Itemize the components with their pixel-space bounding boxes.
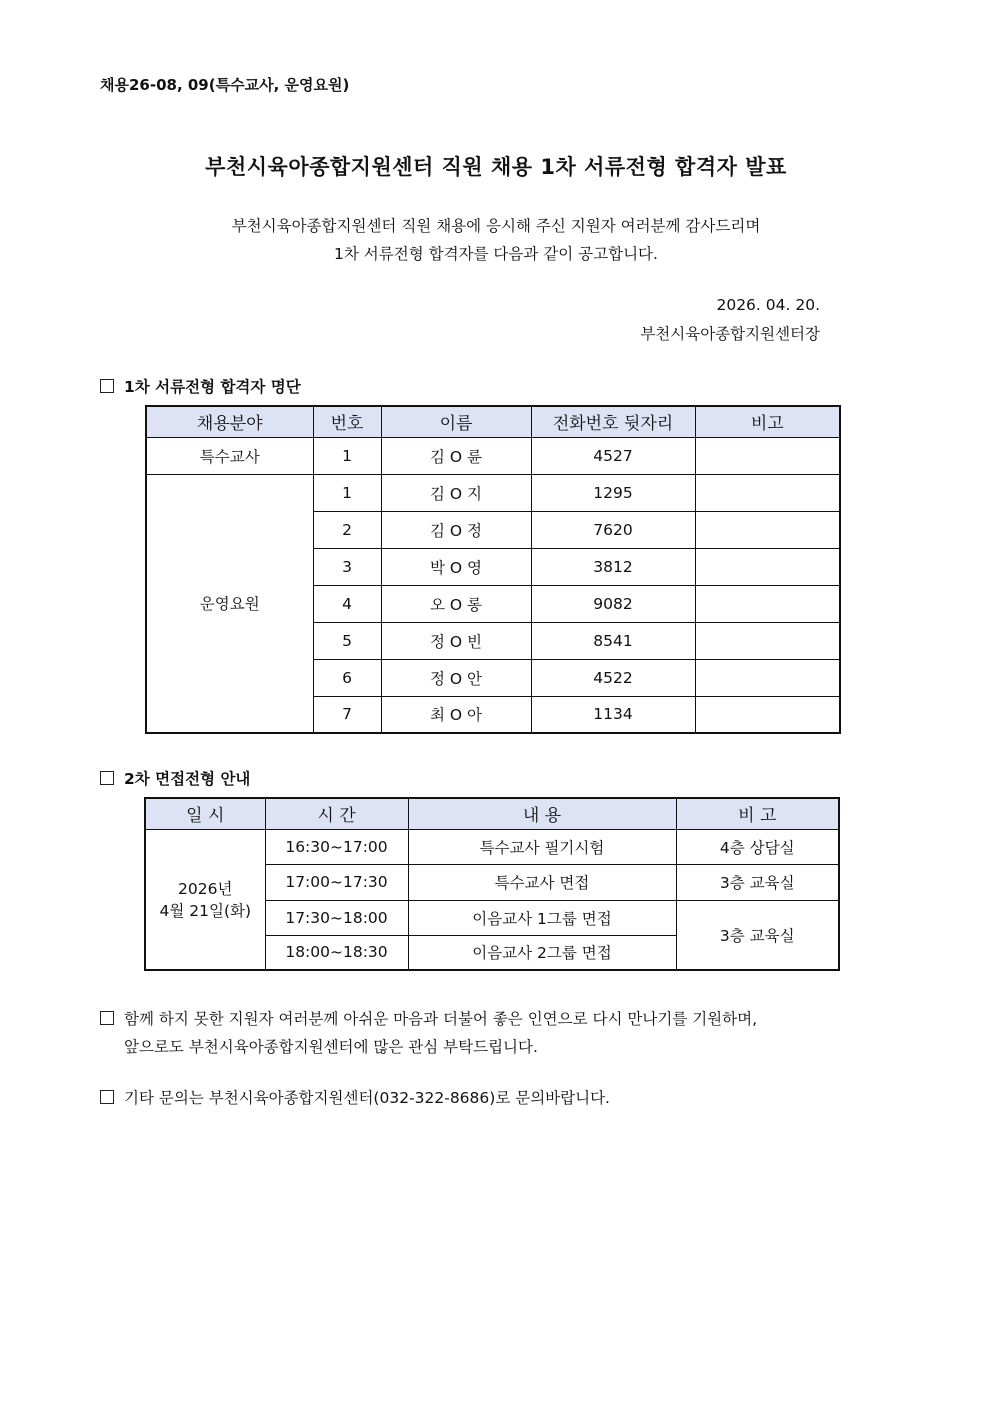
name-cell: 정 O 빈 (381, 622, 531, 659)
phone-cell: 3812 (531, 548, 695, 585)
location-cell: 3층 교육실 (676, 900, 839, 970)
remarks-cell (695, 696, 840, 733)
number-cell: 2 (313, 511, 381, 548)
remarks-cell (695, 548, 840, 585)
name-cell: 김 O 륜 (381, 437, 531, 474)
phone-cell: 8541 (531, 622, 695, 659)
table-row (145, 829, 839, 864)
intro-line-1: 부천시육아종합지원센터 직원 채용에 응시해 주신 지원자 여러분께 감사드리며 (231, 217, 761, 235)
checkbox-square-icon (100, 1011, 114, 1025)
content-cell: 이음교사 2그룹 면접 (408, 935, 676, 970)
interview-date-day: 4월 21일(화) (159, 902, 252, 921)
section1-heading-text: 1차 서류전형 합격자 명단 (124, 378, 301, 396)
header-remarks: 비 고 (676, 798, 839, 829)
remarks-cell (695, 659, 840, 696)
name-cell: 오 O 롱 (381, 585, 531, 622)
field-cell: 운영요원 (146, 474, 313, 733)
inquiry-note (100, 1084, 610, 1112)
document-code: 채용26-08, 09(특수교사, 운영요원) (100, 76, 350, 94)
header-phone: 전화번호 뒷자리 (531, 406, 695, 437)
page-title: 부천시육아종합지원센터 직원 채용 1차 서류전형 합격자 발표 (205, 155, 787, 179)
interview-date-cell (145, 829, 265, 970)
header-number: 번호 (313, 406, 381, 437)
time-cell: 16:30~17:00 (265, 829, 408, 864)
closing-note-line-2: 앞으로도 부천시육아종합지원센터에 많은 관심 부탁드립니다. (124, 1038, 538, 1056)
checkbox-square-icon (100, 1090, 114, 1104)
time-cell: 18:00~18:30 (265, 935, 408, 970)
phone-cell: 7620 (531, 511, 695, 548)
section2-heading-text: 2차 면접전형 안내 (124, 770, 251, 788)
header-content: 내 용 (408, 798, 676, 829)
number-cell: 1 (313, 474, 381, 511)
header-name: 이름 (381, 406, 531, 437)
interview-table (144, 797, 840, 971)
closing-note (100, 1005, 757, 1061)
table-row (146, 474, 840, 511)
checkbox-square-icon (100, 771, 114, 785)
section1-heading (100, 375, 301, 397)
header-remarks: 비고 (695, 406, 840, 437)
number-cell: 4 (313, 585, 381, 622)
name-cell: 정 O 안 (381, 659, 531, 696)
inquiry-note-text: 기타 문의는 부천시육아종합지원센터(032-322-8686)로 문의바랍니다. (124, 1089, 610, 1107)
passers-table (145, 405, 841, 734)
field-cell: 특수교사 (146, 437, 313, 474)
header-field: 채용분야 (146, 406, 313, 437)
time-cell: 17:30~18:00 (265, 900, 408, 935)
section2-heading (100, 767, 250, 789)
content-cell: 특수교사 필기시험 (408, 829, 676, 864)
remarks-cell (695, 437, 840, 474)
header-time: 시 간 (265, 798, 408, 829)
remarks-cell (695, 622, 840, 659)
phone-cell: 4527 (531, 437, 695, 474)
location-cell: 3층 교육실 (676, 864, 839, 900)
number-cell: 6 (313, 659, 381, 696)
interview-table-header (145, 798, 839, 829)
closing-note-line-1: 함께 하지 못한 지원자 여러분께 아쉬운 마음과 더불어 좋은 인연으로 다시 만나기를 기원하며, (124, 1010, 758, 1028)
number-cell: 1 (313, 437, 381, 474)
number-cell: 7 (313, 696, 381, 733)
phone-cell: 4522 (531, 659, 695, 696)
location-cell: 4층 상담실 (676, 829, 839, 864)
number-cell: 5 (313, 622, 381, 659)
interview-date-year: 2026년 (178, 880, 233, 899)
content-cell: 특수교사 면접 (408, 864, 676, 900)
phone-cell: 1295 (531, 474, 695, 511)
name-cell: 김 O 지 (381, 474, 531, 511)
announcement-date: 2026. 04. 20. (716, 296, 820, 314)
passers-table-header (146, 406, 840, 437)
intro-line-2: 1차 서류전형 합격자를 다음과 같이 공고합니다. (334, 245, 658, 263)
phone-cell: 9082 (531, 585, 695, 622)
phone-cell: 1134 (531, 696, 695, 733)
time-cell: 17:00~17:30 (265, 864, 408, 900)
issuer-name: 부천시육아종합지원센터장 (640, 325, 820, 343)
content-cell: 이음교사 1그룹 면접 (408, 900, 676, 935)
header-date: 일 시 (145, 798, 265, 829)
name-cell: 최 O 아 (381, 696, 531, 733)
number-cell: 3 (313, 548, 381, 585)
checkbox-square-icon (100, 379, 114, 393)
remarks-cell (695, 474, 840, 511)
remarks-cell (695, 511, 840, 548)
name-cell: 김 O 정 (381, 511, 531, 548)
name-cell: 박 O 영 (381, 548, 531, 585)
remarks-cell (695, 585, 840, 622)
table-row (146, 437, 840, 474)
